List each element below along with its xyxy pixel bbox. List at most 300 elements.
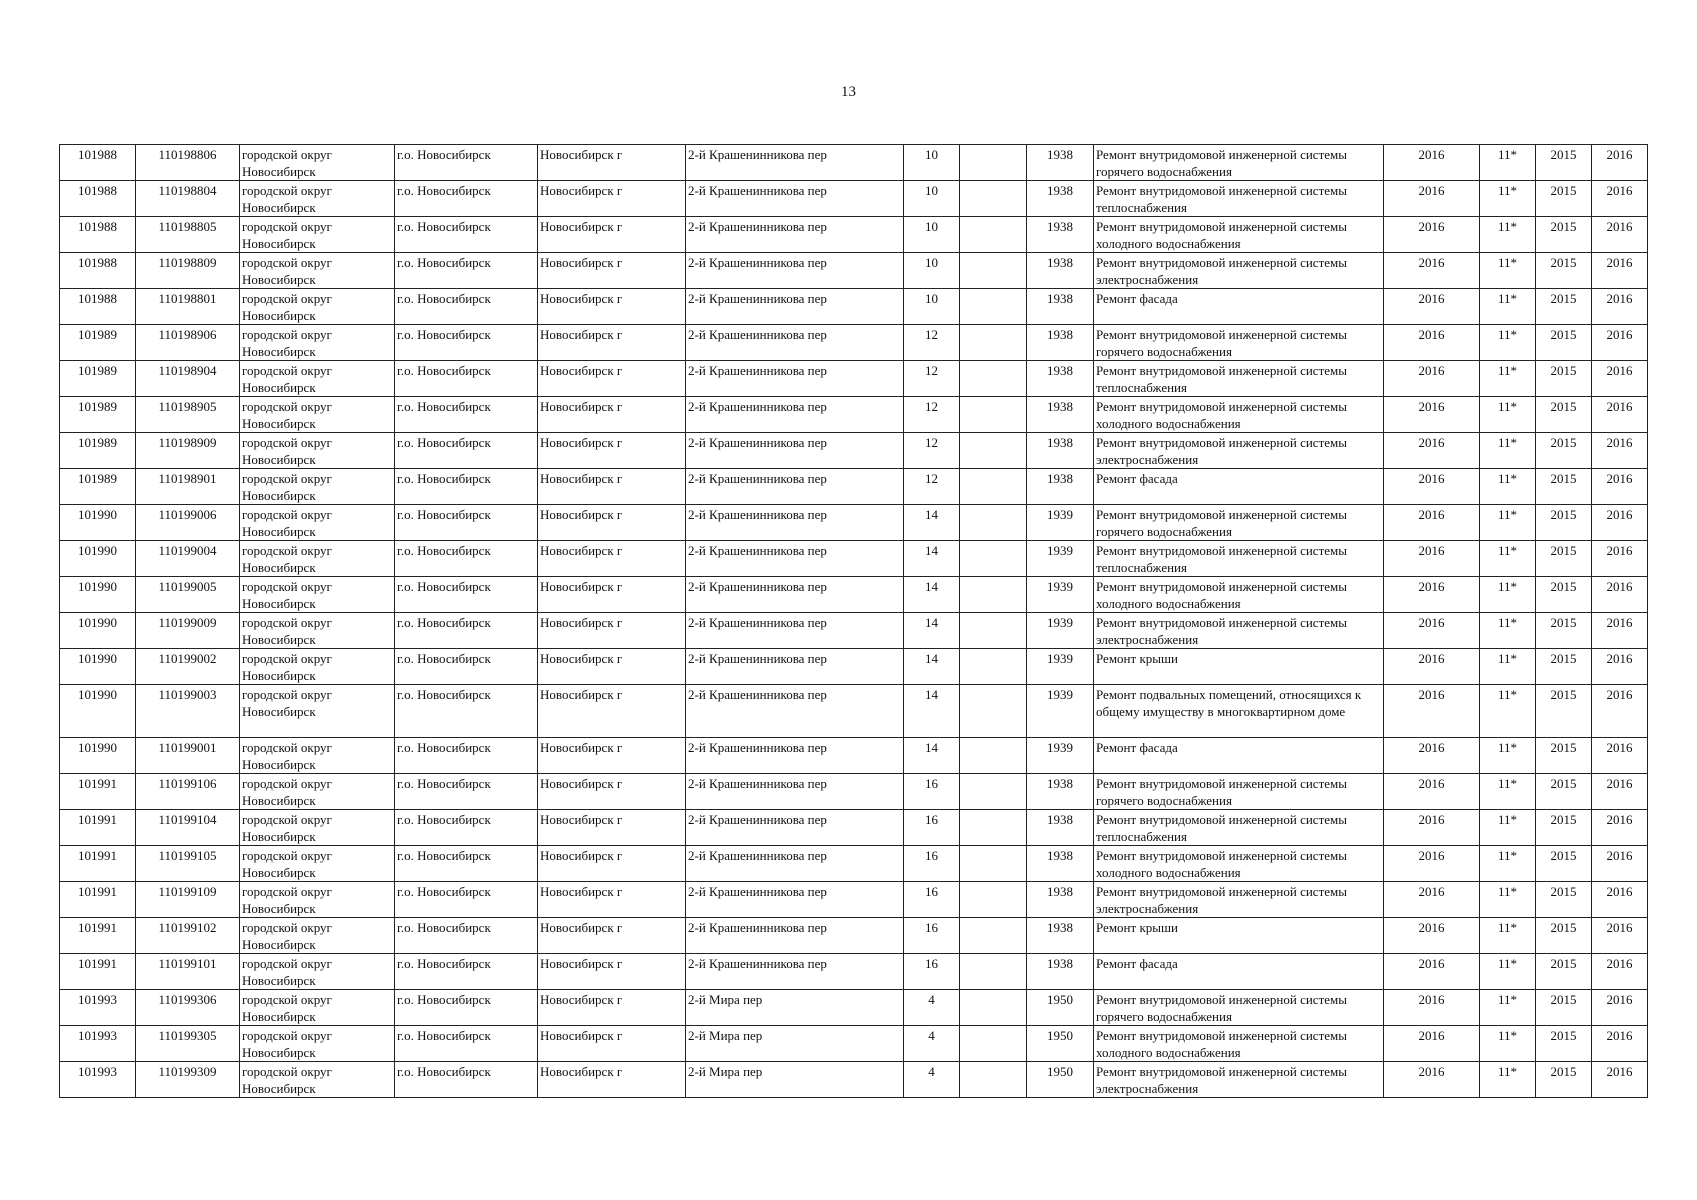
table-row: [60, 397, 1648, 433]
cell-street: 2-й Крашенинникова пер: [686, 469, 904, 505]
cell-work-type: Ремонт внутридомовой инженерной системы холодного водоснабжения: [1094, 577, 1384, 613]
cell-street: 2-й Крашенинникова пер: [686, 145, 904, 181]
cell-year-end: 2016: [1592, 649, 1648, 685]
cell-work-type: Ремонт внутридомовой инженерной системы горячего водоснабжения: [1094, 990, 1384, 1026]
cell-work-type: Ремонт внутридомовой инженерной системы теплоснабжения: [1094, 541, 1384, 577]
table-row: [60, 361, 1648, 397]
cell-code: 11*: [1480, 1062, 1536, 1098]
cell-city: Новосибирск г: [538, 1026, 686, 1062]
cell-planned-year: 2016: [1384, 649, 1480, 685]
cell-year-start: 2015: [1536, 649, 1592, 685]
cell-record-id: 101991: [60, 846, 136, 882]
cell-year-built: 1939: [1027, 738, 1094, 774]
cell-year-built: 1939: [1027, 505, 1094, 541]
cell-year-start: 2015: [1536, 541, 1592, 577]
cell-building: [960, 577, 1027, 613]
cell-building: [960, 738, 1027, 774]
cell-municipality: городской округ Новосибирск: [240, 810, 395, 846]
table-row: [60, 954, 1648, 990]
cell-year-end: 2016: [1592, 397, 1648, 433]
cell-work-type: Ремонт крыши: [1094, 649, 1384, 685]
cell-year-end: 2016: [1592, 738, 1648, 774]
cell-street: 2-й Крашенинникова пер: [686, 325, 904, 361]
cell-city: Новосибирск г: [538, 990, 686, 1026]
cell-work-id: 110199109: [136, 882, 240, 918]
cell-year-built: 1950: [1027, 990, 1094, 1026]
cell-building: [960, 685, 1027, 738]
cell-year-end: 2016: [1592, 541, 1648, 577]
table-row: [60, 1026, 1648, 1062]
cell-house-number: 12: [904, 433, 960, 469]
cell-year-built: 1938: [1027, 397, 1094, 433]
cell-work-type: Ремонт внутридомовой инженерной системы холодного водоснабжения: [1094, 1026, 1384, 1062]
cell-planned-year: 2016: [1384, 469, 1480, 505]
table-row: [60, 918, 1648, 954]
cell-record-id: 101989: [60, 325, 136, 361]
cell-municipal-district: г.о. Новосибирск: [395, 846, 538, 882]
cell-planned-year: 2016: [1384, 918, 1480, 954]
cell-work-id: 110198905: [136, 397, 240, 433]
cell-planned-year: 2016: [1384, 738, 1480, 774]
cell-year-built: 1938: [1027, 810, 1094, 846]
cell-municipality: городской округ Новосибирск: [240, 253, 395, 289]
cell-building: [960, 1026, 1027, 1062]
cell-work-id: 110199105: [136, 846, 240, 882]
cell-year-end: 2016: [1592, 145, 1648, 181]
cell-municipal-district: г.о. Новосибирск: [395, 469, 538, 505]
cell-work-id: 110198909: [136, 433, 240, 469]
cell-municipal-district: г.о. Новосибирск: [395, 577, 538, 613]
cell-house-number: 16: [904, 846, 960, 882]
cell-street: 2-й Крашенинникова пер: [686, 253, 904, 289]
cell-record-id: 101993: [60, 990, 136, 1026]
cell-record-id: 101988: [60, 217, 136, 253]
cell-year-built: 1939: [1027, 685, 1094, 738]
cell-street: 2-й Крашенинникова пер: [686, 882, 904, 918]
cell-municipal-district: г.о. Новосибирск: [395, 613, 538, 649]
cell-work-type: Ремонт внутридомовой инженерной системы горячего водоснабжения: [1094, 145, 1384, 181]
table-row: [60, 1062, 1648, 1098]
cell-work-id: 110199305: [136, 1026, 240, 1062]
cell-house-number: 14: [904, 685, 960, 738]
cell-street: 2-й Крашенинникова пер: [686, 738, 904, 774]
cell-record-id: 101990: [60, 541, 136, 577]
cell-year-end: 2016: [1592, 990, 1648, 1026]
cell-code: 11*: [1480, 918, 1536, 954]
cell-building: [960, 990, 1027, 1026]
cell-street: 2-й Мира пер: [686, 990, 904, 1026]
cell-year-end: 2016: [1592, 577, 1648, 613]
table-row: [60, 882, 1648, 918]
cell-year-built: 1938: [1027, 181, 1094, 217]
cell-building: [960, 810, 1027, 846]
cell-planned-year: 2016: [1384, 810, 1480, 846]
cell-house-number: 10: [904, 181, 960, 217]
cell-work-id: 110199002: [136, 649, 240, 685]
cell-building: [960, 505, 1027, 541]
cell-year-built: 1938: [1027, 469, 1094, 505]
cell-year-end: 2016: [1592, 1062, 1648, 1098]
cell-planned-year: 2016: [1384, 954, 1480, 990]
cell-house-number: 14: [904, 613, 960, 649]
table-row: [60, 613, 1648, 649]
cell-street: 2-й Крашенинникова пер: [686, 289, 904, 325]
cell-work-type: Ремонт внутридомовой инженерной системы электроснабжения: [1094, 613, 1384, 649]
cell-record-id: 101990: [60, 738, 136, 774]
cell-work-type: Ремонт внутридомовой инженерной системы теплоснабжения: [1094, 361, 1384, 397]
cell-municipality: городской округ Новосибирск: [240, 325, 395, 361]
table-row: [60, 774, 1648, 810]
cell-year-end: 2016: [1592, 810, 1648, 846]
cell-municipal-district: г.о. Новосибирск: [395, 810, 538, 846]
cell-planned-year: 2016: [1384, 145, 1480, 181]
cell-planned-year: 2016: [1384, 253, 1480, 289]
cell-planned-year: 2016: [1384, 289, 1480, 325]
cell-year-start: 2015: [1536, 577, 1592, 613]
cell-work-id: 110198904: [136, 361, 240, 397]
cell-street: 2-й Крашенинникова пер: [686, 954, 904, 990]
cell-building: [960, 918, 1027, 954]
cell-year-built: 1938: [1027, 433, 1094, 469]
cell-city: Новосибирск г: [538, 954, 686, 990]
cell-work-type: Ремонт внутридомовой инженерной системы электроснабжения: [1094, 1062, 1384, 1098]
cell-street: 2-й Крашенинникова пер: [686, 577, 904, 613]
cell-year-start: 2015: [1536, 505, 1592, 541]
cell-work-type: Ремонт фасада: [1094, 954, 1384, 990]
cell-code: 11*: [1480, 810, 1536, 846]
cell-street: 2-й Крашенинникова пер: [686, 613, 904, 649]
cell-building: [960, 613, 1027, 649]
cell-city: Новосибирск г: [538, 541, 686, 577]
cell-work-id: 110199102: [136, 918, 240, 954]
cell-city: Новосибирск г: [538, 397, 686, 433]
cell-house-number: 16: [904, 918, 960, 954]
cell-house-number: 16: [904, 774, 960, 810]
cell-year-start: 2015: [1536, 325, 1592, 361]
cell-municipal-district: г.о. Новосибирск: [395, 954, 538, 990]
cell-street: 2-й Крашенинникова пер: [686, 433, 904, 469]
table-row: [60, 145, 1648, 181]
cell-work-id: 110198806: [136, 145, 240, 181]
cell-work-type: Ремонт фасада: [1094, 469, 1384, 505]
cell-street: 2-й Крашенинникова пер: [686, 810, 904, 846]
cell-year-start: 2015: [1536, 181, 1592, 217]
cell-house-number: 4: [904, 990, 960, 1026]
cell-record-id: 101993: [60, 1062, 136, 1098]
cell-year-start: 2015: [1536, 1062, 1592, 1098]
cell-year-start: 2015: [1536, 685, 1592, 738]
cell-house-number: 4: [904, 1062, 960, 1098]
cell-code: 11*: [1480, 990, 1536, 1026]
page-number: 13: [841, 84, 856, 100]
cell-city: Новосибирск г: [538, 774, 686, 810]
cell-record-id: 101990: [60, 685, 136, 738]
table-row: [60, 253, 1648, 289]
cell-street: 2-й Крашенинникова пер: [686, 918, 904, 954]
cell-year-end: 2016: [1592, 1026, 1648, 1062]
cell-year-built: 1938: [1027, 325, 1094, 361]
cell-building: [960, 253, 1027, 289]
table-row: [60, 685, 1648, 738]
cell-work-type: Ремонт внутридомовой инженерной системы электроснабжения: [1094, 253, 1384, 289]
cell-building: [960, 145, 1027, 181]
cell-house-number: 14: [904, 649, 960, 685]
cell-code: 11*: [1480, 361, 1536, 397]
cell-planned-year: 2016: [1384, 990, 1480, 1026]
cell-municipality: городской округ Новосибирск: [240, 289, 395, 325]
cell-work-id: 110198809: [136, 253, 240, 289]
cell-municipality: городской округ Новосибирск: [240, 918, 395, 954]
cell-house-number: 10: [904, 217, 960, 253]
cell-municipal-district: г.о. Новосибирск: [395, 541, 538, 577]
table-row: [60, 505, 1648, 541]
cell-record-id: 101990: [60, 577, 136, 613]
cell-year-end: 2016: [1592, 217, 1648, 253]
cell-street: 2-й Крашенинникова пер: [686, 541, 904, 577]
cell-year-built: 1938: [1027, 253, 1094, 289]
cell-municipal-district: г.о. Новосибирск: [395, 685, 538, 738]
cell-house-number: 14: [904, 505, 960, 541]
cell-city: Новосибирск г: [538, 361, 686, 397]
cell-year-end: 2016: [1592, 325, 1648, 361]
cell-municipal-district: г.о. Новосибирск: [395, 433, 538, 469]
cell-municipality: городской округ Новосибирск: [240, 397, 395, 433]
cell-work-id: 110199003: [136, 685, 240, 738]
cell-year-built: 1938: [1027, 774, 1094, 810]
cell-year-built: 1950: [1027, 1026, 1094, 1062]
cell-code: 11*: [1480, 954, 1536, 990]
cell-municipal-district: г.о. Новосибирск: [395, 361, 538, 397]
cell-street: 2-й Крашенинникова пер: [686, 505, 904, 541]
cell-work-id: 110199005: [136, 577, 240, 613]
cell-city: Новосибирск г: [538, 613, 686, 649]
cell-city: Новосибирск г: [538, 846, 686, 882]
cell-house-number: 12: [904, 325, 960, 361]
cell-year-start: 2015: [1536, 613, 1592, 649]
cell-code: 11*: [1480, 685, 1536, 738]
cell-work-id: 110198805: [136, 217, 240, 253]
cell-city: Новосибирск г: [538, 325, 686, 361]
table-body: [60, 145, 1648, 1098]
cell-year-built: 1938: [1027, 289, 1094, 325]
cell-street: 2-й Крашенинникова пер: [686, 774, 904, 810]
cell-municipality: городской округ Новосибирск: [240, 217, 395, 253]
cell-house-number: 12: [904, 397, 960, 433]
cell-municipal-district: г.о. Новосибирск: [395, 1062, 538, 1098]
cell-municipal-district: г.о. Новосибирск: [395, 325, 538, 361]
cell-city: Новосибирск г: [538, 181, 686, 217]
cell-municipality: городской округ Новосибирск: [240, 774, 395, 810]
cell-building: [960, 433, 1027, 469]
cell-year-built: 1938: [1027, 882, 1094, 918]
cell-year-start: 2015: [1536, 217, 1592, 253]
cell-municipality: городской округ Новосибирск: [240, 685, 395, 738]
cell-planned-year: 2016: [1384, 1026, 1480, 1062]
cell-year-start: 2015: [1536, 145, 1592, 181]
cell-year-start: 2015: [1536, 990, 1592, 1026]
cell-code: 11*: [1480, 882, 1536, 918]
table-row: [60, 738, 1648, 774]
register-table: [59, 144, 1648, 1098]
cell-municipal-district: г.о. Новосибирск: [395, 253, 538, 289]
cell-city: Новосибирск г: [538, 469, 686, 505]
cell-municipal-district: г.о. Новосибирск: [395, 505, 538, 541]
table-row: [60, 577, 1648, 613]
cell-municipal-district: г.о. Новосибирск: [395, 181, 538, 217]
cell-building: [960, 1062, 1027, 1098]
cell-record-id: 101993: [60, 1026, 136, 1062]
cell-planned-year: 2016: [1384, 397, 1480, 433]
cell-year-end: 2016: [1592, 289, 1648, 325]
cell-work-id: 110199106: [136, 774, 240, 810]
cell-code: 11*: [1480, 217, 1536, 253]
cell-municipality: городской округ Новосибирск: [240, 613, 395, 649]
cell-work-type: Ремонт внутридомовой инженерной системы теплоснабжения: [1094, 810, 1384, 846]
cell-record-id: 101988: [60, 289, 136, 325]
table-row: [60, 541, 1648, 577]
cell-street: 2-й Крашенинникова пер: [686, 649, 904, 685]
cell-year-start: 2015: [1536, 361, 1592, 397]
cell-municipality: городской округ Новосибирск: [240, 577, 395, 613]
cell-code: 11*: [1480, 649, 1536, 685]
table-row: [60, 649, 1648, 685]
cell-code: 11*: [1480, 181, 1536, 217]
cell-planned-year: 2016: [1384, 613, 1480, 649]
cell-record-id: 101988: [60, 145, 136, 181]
cell-work-id: 110199101: [136, 954, 240, 990]
cell-city: Новосибирск г: [538, 649, 686, 685]
cell-work-id: 110198906: [136, 325, 240, 361]
cell-planned-year: 2016: [1384, 1062, 1480, 1098]
table-row: [60, 469, 1648, 505]
table-row: [60, 846, 1648, 882]
cell-code: 11*: [1480, 613, 1536, 649]
cell-city: Новосибирск г: [538, 433, 686, 469]
cell-code: 11*: [1480, 145, 1536, 181]
cell-year-start: 2015: [1536, 469, 1592, 505]
cell-city: Новосибирск г: [538, 217, 686, 253]
cell-work-type: Ремонт внутридомовой инженерной системы холодного водоснабжения: [1094, 397, 1384, 433]
cell-year-built: 1938: [1027, 217, 1094, 253]
cell-year-end: 2016: [1592, 181, 1648, 217]
cell-street: 2-й Мира пер: [686, 1062, 904, 1098]
cell-year-start: 2015: [1536, 1026, 1592, 1062]
cell-code: 11*: [1480, 433, 1536, 469]
cell-record-id: 101991: [60, 810, 136, 846]
cell-work-type: Ремонт крыши: [1094, 918, 1384, 954]
cell-municipality: городской округ Новосибирск: [240, 846, 395, 882]
cell-work-type: Ремонт подвальных помещений, относящихся к общему имуществу в многоквартирном доме: [1094, 685, 1384, 738]
cell-record-id: 101991: [60, 882, 136, 918]
cell-house-number: 10: [904, 289, 960, 325]
cell-municipality: городской округ Новосибирск: [240, 954, 395, 990]
cell-year-built: 1939: [1027, 577, 1094, 613]
cell-record-id: 101991: [60, 954, 136, 990]
cell-building: [960, 649, 1027, 685]
cell-city: Новосибирск г: [538, 1062, 686, 1098]
table-row: [60, 810, 1648, 846]
cell-record-id: 101990: [60, 505, 136, 541]
cell-year-end: 2016: [1592, 774, 1648, 810]
cell-city: Новосибирск г: [538, 882, 686, 918]
cell-city: Новосибирск г: [538, 685, 686, 738]
cell-city: Новосибирск г: [538, 145, 686, 181]
cell-municipality: городской округ Новосибирск: [240, 1026, 395, 1062]
cell-year-end: 2016: [1592, 954, 1648, 990]
cell-building: [960, 541, 1027, 577]
cell-record-id: 101989: [60, 469, 136, 505]
table-row: [60, 990, 1648, 1026]
cell-house-number: 16: [904, 954, 960, 990]
cell-municipality: городской округ Новосибирск: [240, 433, 395, 469]
cell-code: 11*: [1480, 325, 1536, 361]
cell-municipality: городской округ Новосибирск: [240, 649, 395, 685]
cell-city: Новосибирск г: [538, 577, 686, 613]
cell-work-type: Ремонт внутридомовой инженерной системы холодного водоснабжения: [1094, 846, 1384, 882]
cell-building: [960, 882, 1027, 918]
cell-building: [960, 397, 1027, 433]
cell-year-end: 2016: [1592, 846, 1648, 882]
cell-municipal-district: г.о. Новосибирск: [395, 990, 538, 1026]
cell-year-end: 2016: [1592, 613, 1648, 649]
cell-record-id: 101989: [60, 433, 136, 469]
cell-year-start: 2015: [1536, 846, 1592, 882]
cell-municipal-district: г.о. Новосибирск: [395, 397, 538, 433]
cell-house-number: 16: [904, 810, 960, 846]
cell-municipal-district: г.о. Новосибирск: [395, 1026, 538, 1062]
cell-year-start: 2015: [1536, 918, 1592, 954]
cell-code: 11*: [1480, 577, 1536, 613]
cell-work-id: 110199309: [136, 1062, 240, 1098]
cell-municipal-district: г.о. Новосибирск: [395, 217, 538, 253]
cell-planned-year: 2016: [1384, 882, 1480, 918]
cell-building: [960, 325, 1027, 361]
cell-year-built: 1950: [1027, 1062, 1094, 1098]
cell-year-built: 1939: [1027, 649, 1094, 685]
cell-building: [960, 846, 1027, 882]
cell-year-built: 1938: [1027, 145, 1094, 181]
cell-house-number: 4: [904, 1026, 960, 1062]
cell-planned-year: 2016: [1384, 577, 1480, 613]
cell-house-number: 10: [904, 145, 960, 181]
cell-city: Новосибирск г: [538, 253, 686, 289]
cell-work-id: 110199006: [136, 505, 240, 541]
cell-house-number: 14: [904, 738, 960, 774]
cell-municipality: городской округ Новосибирск: [240, 882, 395, 918]
cell-municipal-district: г.о. Новосибирск: [395, 145, 538, 181]
cell-code: 11*: [1480, 774, 1536, 810]
cell-municipality: городской округ Новосибирск: [240, 181, 395, 217]
cell-municipal-district: г.о. Новосибирск: [395, 882, 538, 918]
cell-work-id: 110198804: [136, 181, 240, 217]
table-row: [60, 433, 1648, 469]
cell-planned-year: 2016: [1384, 774, 1480, 810]
cell-year-built: 1938: [1027, 954, 1094, 990]
cell-building: [960, 774, 1027, 810]
cell-work-id: 110199001: [136, 738, 240, 774]
cell-house-number: 16: [904, 882, 960, 918]
cell-work-id: 110199004: [136, 541, 240, 577]
cell-code: 11*: [1480, 289, 1536, 325]
cell-year-built: 1938: [1027, 918, 1094, 954]
table-row: [60, 289, 1648, 325]
cell-code: 11*: [1480, 469, 1536, 505]
cell-planned-year: 2016: [1384, 217, 1480, 253]
cell-work-id: 110199306: [136, 990, 240, 1026]
cell-code: 11*: [1480, 541, 1536, 577]
cell-work-id: 110198901: [136, 469, 240, 505]
cell-street: 2-й Крашенинникова пер: [686, 397, 904, 433]
